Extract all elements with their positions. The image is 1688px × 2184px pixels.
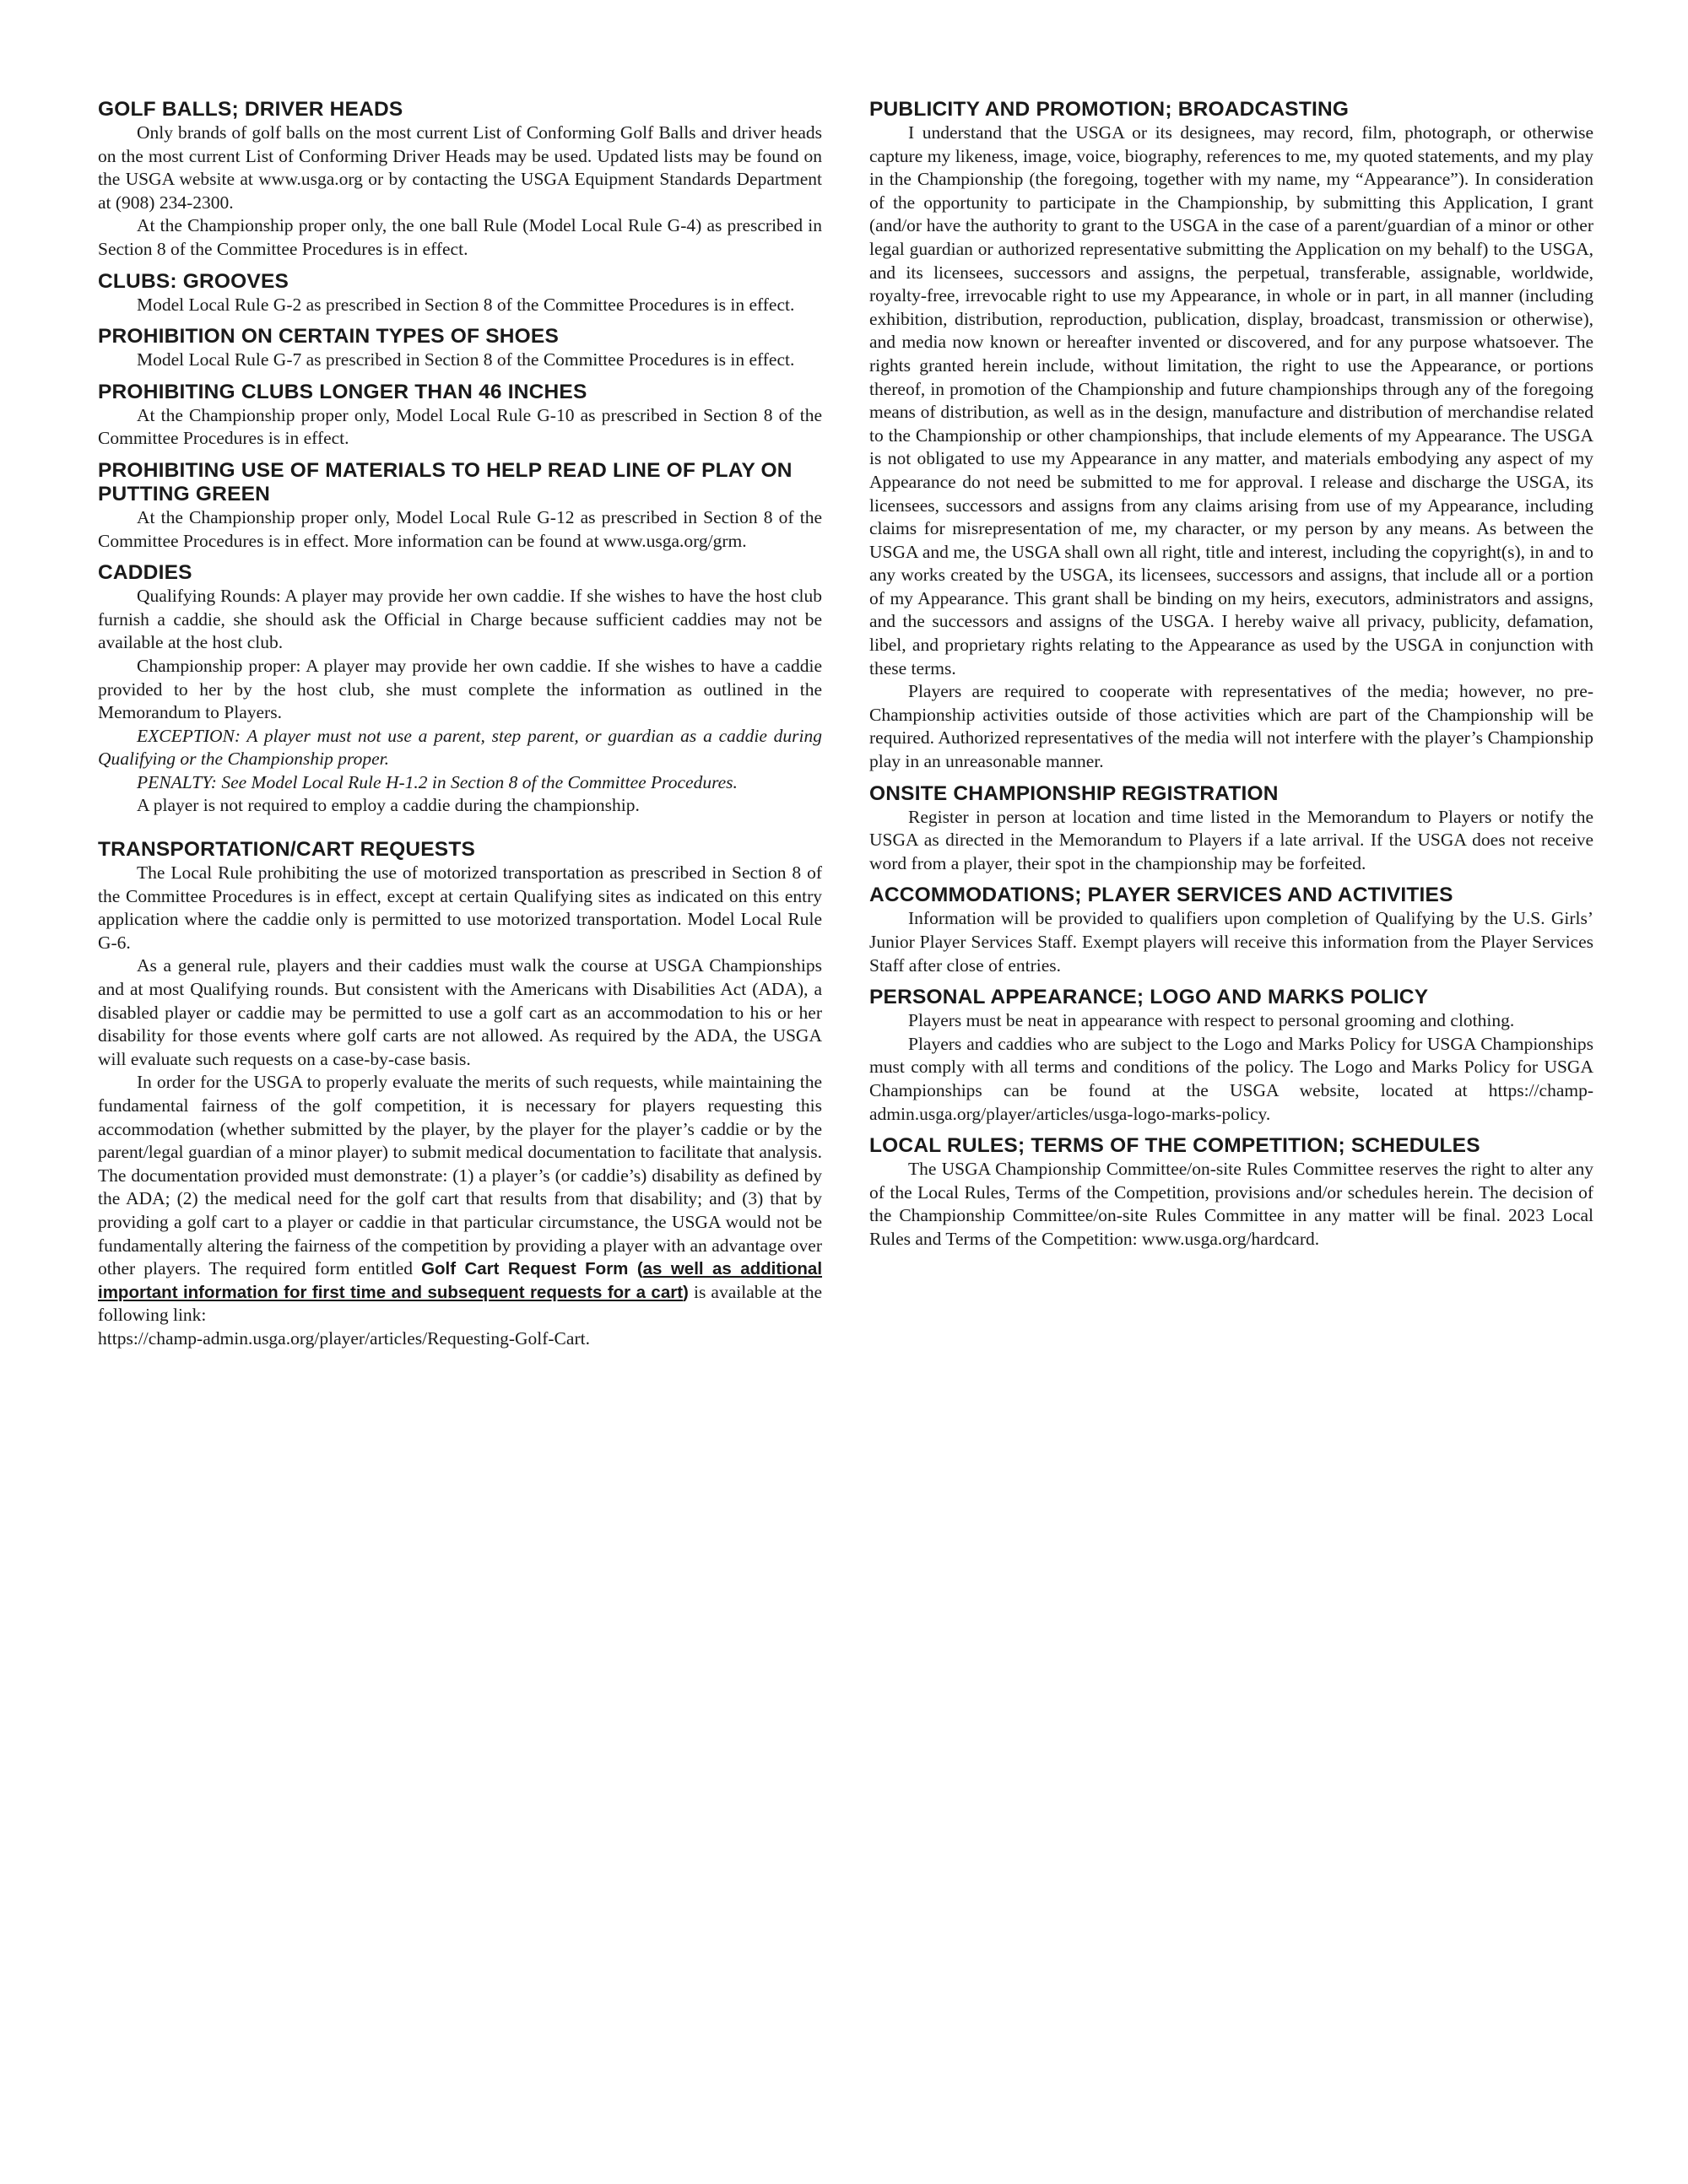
materials-paragraph: At the Championship proper only, Model Local Rule G-12 as prescribed in Section 8 of the Committee Procedures is in effect. More information can be found at www.usga.org/grm. bbox=[98, 506, 822, 551]
appearance-heading: PERSONAL APPEARANCE; LOGO AND MARKS POLICY bbox=[869, 986, 1429, 1009]
caddies-not-required: A player is not required to employ a caddie during the championship. bbox=[137, 795, 640, 816]
transportation-paragraph-3-end: is available at the following link: bbox=[98, 1281, 823, 1326]
appearance-paragraph-1: Players must be neat in appearance with respect to personal grooming and clothing. bbox=[908, 1010, 1515, 1031]
transportation-paragraph-3 bbox=[98, 1071, 822, 1327]
transportation-paragraph-2: As a general rule, players and their caddies must walk the course at USGA Championships and at most Qualifying rounds. But consistent with the Americans with Disabilities Act (ADA), a disabled player or caddie may be permitted to use a golf cart as an accommodation to his or her disability for those events where golf carts are not allowed. As required by the ADA, the USGA will evaluate such requests on a case-by-case basis. bbox=[98, 955, 822, 1069]
appearance-paragraph-2: Players and caddies who are subject to the Logo and Marks Policy for USGA Championships must comply with all terms and conditions of the policy. The Logo and Marks Policy for USGA Championships can be found at the USGA website, located at https://champ-admin.usga.org/player/articles/usga-logo-marks-policy. bbox=[869, 1033, 1593, 1124]
publicity-heading: PUBLICITY AND PROMOTION; BROADCASTING bbox=[869, 98, 1350, 121]
local-rules-heading: LOCAL RULES; TERMS OF THE COMPETITION; SCHEDULES bbox=[869, 1134, 1480, 1158]
caddies-qualifying-paragraph: Qualifying Rounds: A player may provide her own caddie. If she wishes to have the host club furnish a caddie, she should ask the Official in Charge because sufficient caddies may not be available at the host club. bbox=[98, 586, 822, 653]
materials-heading: PROHIBITING USE OF MATERIALS TO HELP READ LINE OF PLAY ON PUTTING GREEN bbox=[98, 458, 793, 505]
golf-balls-section bbox=[98, 98, 822, 262]
accommodations-paragraph: Information will be provided to qualifiers upon completion of Qualifying by the U.S. Girls’ Junior Player Services Staff. Exempt players will receive this information from the Player Services Staff after close of entries. bbox=[869, 908, 1593, 976]
local-rules-section bbox=[869, 1134, 1593, 1251]
long-clubs-paragraph: At the Championship proper only, Model Local Rule G-10 as prescribed in Section 8 of the Committee Procedures is in effect. bbox=[98, 404, 822, 449]
shoes-section bbox=[98, 325, 822, 372]
publicity-paragraph-1: I understand that the USGA or its designees, may record, film, photograph, or otherwise capture my likeness, image, voice, biography, references to me, my quoted statements, and my play in the Championship (the foregoing, together with my name, my “Appearance”). In consideration of the opportunity to participate in the Championship, by submitting this Application, I grant (and/or have the authority to grant to the USGA in the case of a parent/guardian of a minor or other legal guardian or authorized representative submitting the Application on my behalf) to the USGA, and its licensees, successors and assigns, the perpetual, transferable, assignable, worldwide, royalty-free, irrevocable right to use my Appearance, in whole or in part, in all manner (including exhibition, distribution, reproduction, publication, display, broadcast, transmission or otherwise), and media now known or hereafter invented or discovered, and for any purpose whatsoever. The rights granted herein include, without limitation, the right to use the Appearance, or portions thereof, in promotion of the Championship and future championships through any of the foregoing means of distribution, as well as in the design, manufacture and distribution of merchandise related to the Championship or other championships, that include elements of my Appearance. The USGA is not obligated to use my Appearance in any matter, and materials embodying any aspect of my Appearance do not need be submitted to me for approval. I release and discharge the USGA, its licensees, successors and assigns from any claims arising from use of my Appearance, including claims for misrepresentation of me, my character, or my person by any means. As between the USGA and me, the USGA shall own all right, title and interest, including the copyright(s), in and to any works created by the USGA, its licensees, successors and assigns, that include all or a portion of my Appearance. This grant shall be binding on my heirs, executors, administrators and assigns, and the successors and assigns of the USGA. I hereby waive all privacy, publicity, defamation, libel, and proprietary rights relating to the Appearance as used by the USGA in conjunction with these terms. bbox=[869, 122, 1593, 678]
caddies-exception: EXCEPTION: A player must not use a parent, step parent, or guardian as a caddie during Qualifying or the Championship proper. bbox=[98, 725, 822, 770]
shoes-paragraph: Model Local Rule G-7 as prescribed in Section 8 of the Committee Procedures is in effect. bbox=[137, 349, 795, 370]
transportation-paragraph-1: The Local Rule prohibiting the use of motorized transportation as prescribed in Section 8 of the Committee Procedures is in effect, except at certain Qualifying sites as indicated on this entry application where the caddie only is permitted to use motorized transportation. Model Local Rule G-6. bbox=[98, 862, 822, 953]
caddies-section bbox=[98, 561, 822, 818]
caddies-championship-paragraph: Championship proper: A player may provide her own caddie. If she wishes to have a caddie provided to her by the host club, she must complete the information as outlined in the Memorandum to Players. bbox=[98, 655, 822, 723]
transportation-section bbox=[98, 838, 822, 1350]
golf-cart-form-note: as well as additional important information for first time and subsequent requests for a cart bbox=[98, 1259, 823, 1302]
local-rules-paragraph: The USGA Championship Committee/on-site Rules Committee reserves the right to alter any of the Local Rules, Terms of the Competition, provisions and/or schedules herein. The decision of the Championship Committee/on-site Rules Committee in any matter will be final. 2023 Local Rules and Terms of the Competition: www.usga.org/hardcard. bbox=[869, 1159, 1593, 1249]
left-column bbox=[98, 98, 822, 1360]
registration-paragraph: Register in person at location and time listed in the Memorandum to Players or notify the USGA as directed in the Memorandum to Players if a late arrival. If the USGA does not receive word from a player, their spot in the championship may be forfeited. bbox=[869, 806, 1593, 873]
transportation-heading: TRANSPORTATION/CART REQUESTS bbox=[98, 838, 476, 862]
golf-cart-link-line bbox=[98, 1327, 822, 1351]
registration-section bbox=[869, 782, 1593, 876]
grooves-heading: CLUBS: GROOVES bbox=[98, 269, 289, 293]
publicity-paragraph-2: Players are required to cooperate with representatives of the media; however, no pre-Championship activities outside of those activities which are part of the Championship will be required. Authorized representatives of the media will not interfere with the player’s Championship play in an unreasonable manner. bbox=[869, 681, 1593, 772]
long-clubs-section bbox=[98, 381, 822, 451]
golf-balls-paragraph-2: At the Championship proper only, the one ball Rule (Model Local Rule G-4) as prescribed in Section 8 of the Committee Procedures is in effect. bbox=[98, 215, 822, 259]
golf-balls-paragraph-1: Only brands of golf balls on the most current List of Conforming Golf Balls and driver heads on the most current List of Conforming Driver Heads may be used. Updated lists may be found on the USGA website at www.usga.org or by contacting the USGA Equipment Standards Department at (908) 234-2300. bbox=[98, 122, 822, 213]
caddies-penalty: PENALTY: See Model Local Rule H-1.2 in Section 8 of the Committee Procedures. bbox=[137, 771, 738, 792]
transportation-paragraph-3-text: In order for the USGA to properly evaluate the merits of such requests, while maintaining the fundamental fairness of the golf competition, it is necessary for players requesting this accommodation (whether submitted by the player, by the player for the player’s caddie or by the parent/legal guardian of a minor player) to submit medical documentation to facilitate that analysis. The documentation provided must demonstrate: (1) a player’s (or caddie’s) disability as defined by the ADA; (2) the medical need for the golf cart that results from that disability; and (3) that by providing a golf cart to a player or caddie in that particular circumstance, the USGA would not be fundamentally altering the fairness of the competition by providing a player with an advantage over other players. The required form entitled bbox=[98, 1072, 822, 1279]
accommodations-heading: ACCOMMODATIONS; PLAYER SERVICES AND ACTIVITIES bbox=[869, 884, 1453, 907]
golf-cart-request-link[interactable]: https://champ-admin.usga.org/player/articles/Requesting-Golf-Cart. bbox=[98, 1327, 590, 1349]
grooves-section bbox=[98, 270, 822, 317]
right-column bbox=[869, 98, 1593, 1260]
shoes-heading: PROHIBITION ON CERTAIN TYPES OF SHOES bbox=[98, 325, 559, 349]
appearance-section bbox=[869, 986, 1593, 1126]
long-clubs-heading: PROHIBITING CLUBS LONGER THAN 46 INCHES bbox=[98, 380, 587, 403]
registration-heading: ONSITE CHAMPIONSHIP REGISTRATION bbox=[869, 781, 1279, 805]
grooves-paragraph: Model Local Rule G-2 as prescribed in Section 8 of the Committee Procedures is in effect. bbox=[137, 294, 795, 315]
golf-balls-heading: GOLF BALLS; DRIVER HEADS bbox=[98, 98, 403, 121]
publicity-section bbox=[869, 98, 1593, 774]
caddies-heading: CADDIES bbox=[98, 561, 192, 585]
golf-cart-form-name: Golf Cart Request Form ( bbox=[421, 1259, 643, 1279]
accommodations-section bbox=[869, 884, 1593, 977]
materials-section bbox=[98, 459, 822, 553]
golf-cart-form-close: ) bbox=[683, 1282, 689, 1302]
